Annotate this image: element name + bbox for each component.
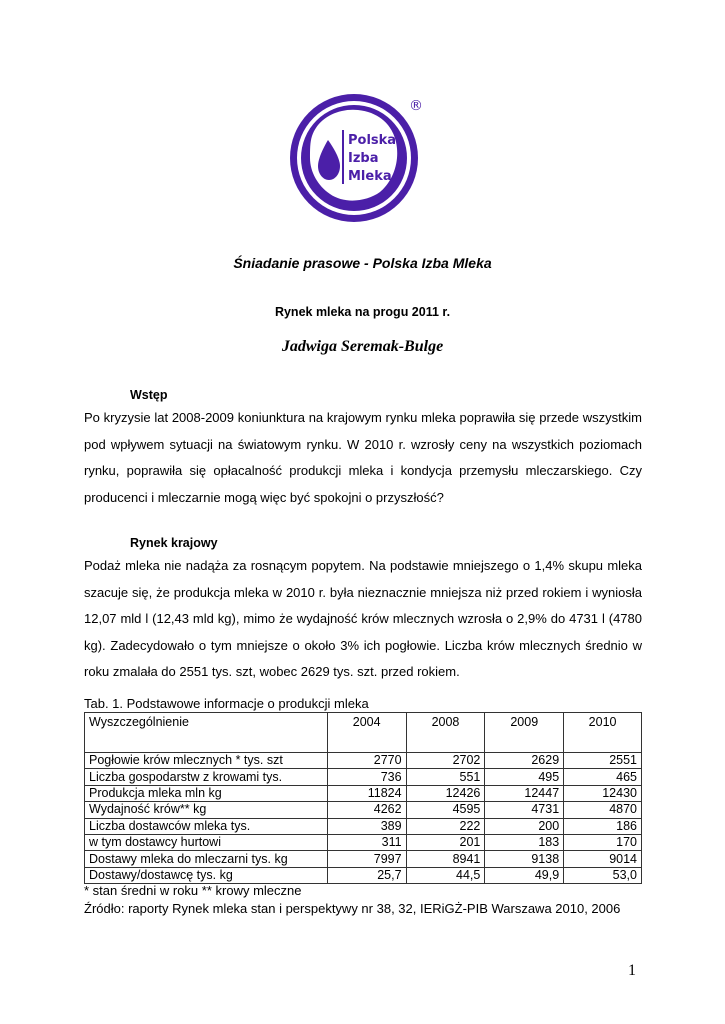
table-cell: 12426: [406, 785, 485, 801]
table-cell: 2770: [327, 753, 406, 769]
row-label: Dostawy mleka do mleczarni tys. kg: [85, 851, 328, 867]
table-header-cell: Wyszczególnienie: [85, 713, 328, 753]
table-cell: 4595: [406, 802, 485, 818]
polska-izba-mleka-logo: [288, 88, 428, 224]
row-label: Pogłowie krów mlecznych * tys. szt: [85, 753, 328, 769]
section-heading-intro: Wstęp: [130, 388, 168, 402]
table-caption: Tab. 1. Podstawowe informacje o produkcji mleka: [84, 696, 369, 711]
logo-emblem-icon: [288, 88, 428, 224]
table-cell: 551: [406, 769, 485, 785]
author-name: Jadwiga Seremak-Bulge: [281, 338, 444, 355]
table-header-row: [85, 713, 642, 753]
table-cell: 53,0: [564, 867, 642, 883]
row-label: Wydajność krów** kg: [85, 802, 328, 818]
row-label: Liczba dostawców mleka tys.: [85, 818, 328, 834]
table-cell: 2551: [564, 753, 642, 769]
svg-text:Polska: Polska: [348, 133, 397, 148]
table-cell: 736: [327, 769, 406, 785]
table-cell: 4262: [327, 802, 406, 818]
table-cell: 201: [406, 834, 485, 850]
table-cell: 9014: [564, 851, 642, 867]
milk-production-table: [84, 712, 642, 884]
table-cell: 465: [564, 769, 642, 785]
section-text-intro: Po kryzysie lat 2008-2009 koniunktura na krajowym rynku mleka poprawiła się przede wszystkim pod wpływem sytuacji na światowym rynku. W 2010 r. wzrosły ceny na wszystkich poziomach rynku, poprawiła się opłacalność produkcji mleka i kondycja przemysłu mleczarskiego. Czy producenci i mleczarnie mogą więc być spokojni o przyszłość?: [84, 410, 642, 505]
table-cell: 25,7: [327, 867, 406, 883]
table-cell: 9138: [485, 851, 564, 867]
svg-text:Mleka: Mleka: [348, 169, 392, 184]
table-cell: 7997: [327, 851, 406, 867]
table-cell: 49,9: [485, 867, 564, 883]
table-cell: 4731: [485, 802, 564, 818]
table-cell: 311: [327, 834, 406, 850]
table-footnote: * stan średni w roku ** krowy mleczne: [84, 883, 302, 898]
table-header-cell: 2010: [564, 713, 642, 753]
table-row: [85, 785, 642, 801]
table-source: Źródło: raporty Rynek mleka stan i perspektywy nr 38, 32, IERiGŻ-PIB Warszawa 2010, 2006: [84, 901, 621, 916]
table-cell: 186: [564, 818, 642, 834]
table-cell: 4870: [564, 802, 642, 818]
table-header-cell: 2009: [485, 713, 564, 753]
table-cell: 389: [327, 818, 406, 834]
table-row: [85, 834, 642, 850]
page-number: 1: [628, 962, 636, 979]
table-row: [85, 769, 642, 785]
table-cell: 200: [485, 818, 564, 834]
table-cell: 2629: [485, 753, 564, 769]
table-row: [85, 802, 642, 818]
section-heading-domestic-market: Rynek krajowy: [130, 536, 218, 550]
table-row: [85, 851, 642, 867]
table-cell: 12430: [564, 785, 642, 801]
document-subtitle: Rynek mleka na progu 2011 r.: [274, 305, 451, 319]
row-label: Liczba gospodarstw z krowami tys.: [85, 769, 328, 785]
svg-text:®: ®: [409, 98, 423, 114]
table-cell: 222: [406, 818, 485, 834]
table-row: [85, 753, 642, 769]
table-header-cell: 2008: [406, 713, 485, 753]
row-label: Produkcja mleka mln kg: [85, 785, 328, 801]
table-cell: 183: [485, 834, 564, 850]
table-row: [85, 818, 642, 834]
section-text-domestic-market: Podaż mleka nie nadąża za rosnącym popytem. Na podstawie mniejszego o 1,4% skupu mleka szacuje się, że produkcja mleka w 2010 r. była nieznacznie mniejsza niż przed rokiem i wyniosła 12,07 mld l (12,43 mld kg), mimo że wydajność krów mlecznych wzrosła o 2,9% do 4731 l (4780 kg). Zadecydowało o tym mniejsze o około 3% ich pogłowie. Liczba krów mlecznych średnio w roku zmalała do 2551 tys. szt, wobec 2629 tys. szt. przed rokiem.: [84, 558, 642, 679]
table-cell: 170: [564, 834, 642, 850]
document-title: Śniadanie prasowe - Polska Izba Mleka: [233, 255, 492, 271]
table-header-cell: 2004: [327, 713, 406, 753]
table-cell: 2702: [406, 753, 485, 769]
table-cell: 44,5: [406, 867, 485, 883]
table-row: [85, 867, 642, 883]
svg-text:Izba: Izba: [348, 151, 379, 166]
row-label: Dostawy/dostawcę tys. kg: [85, 867, 328, 883]
table-cell: 495: [485, 769, 564, 785]
table-cell: 11824: [327, 785, 406, 801]
table-cell: 8941: [406, 851, 485, 867]
table-cell: 12447: [485, 785, 564, 801]
row-label: w tym dostawcy hurtowi: [85, 834, 328, 850]
